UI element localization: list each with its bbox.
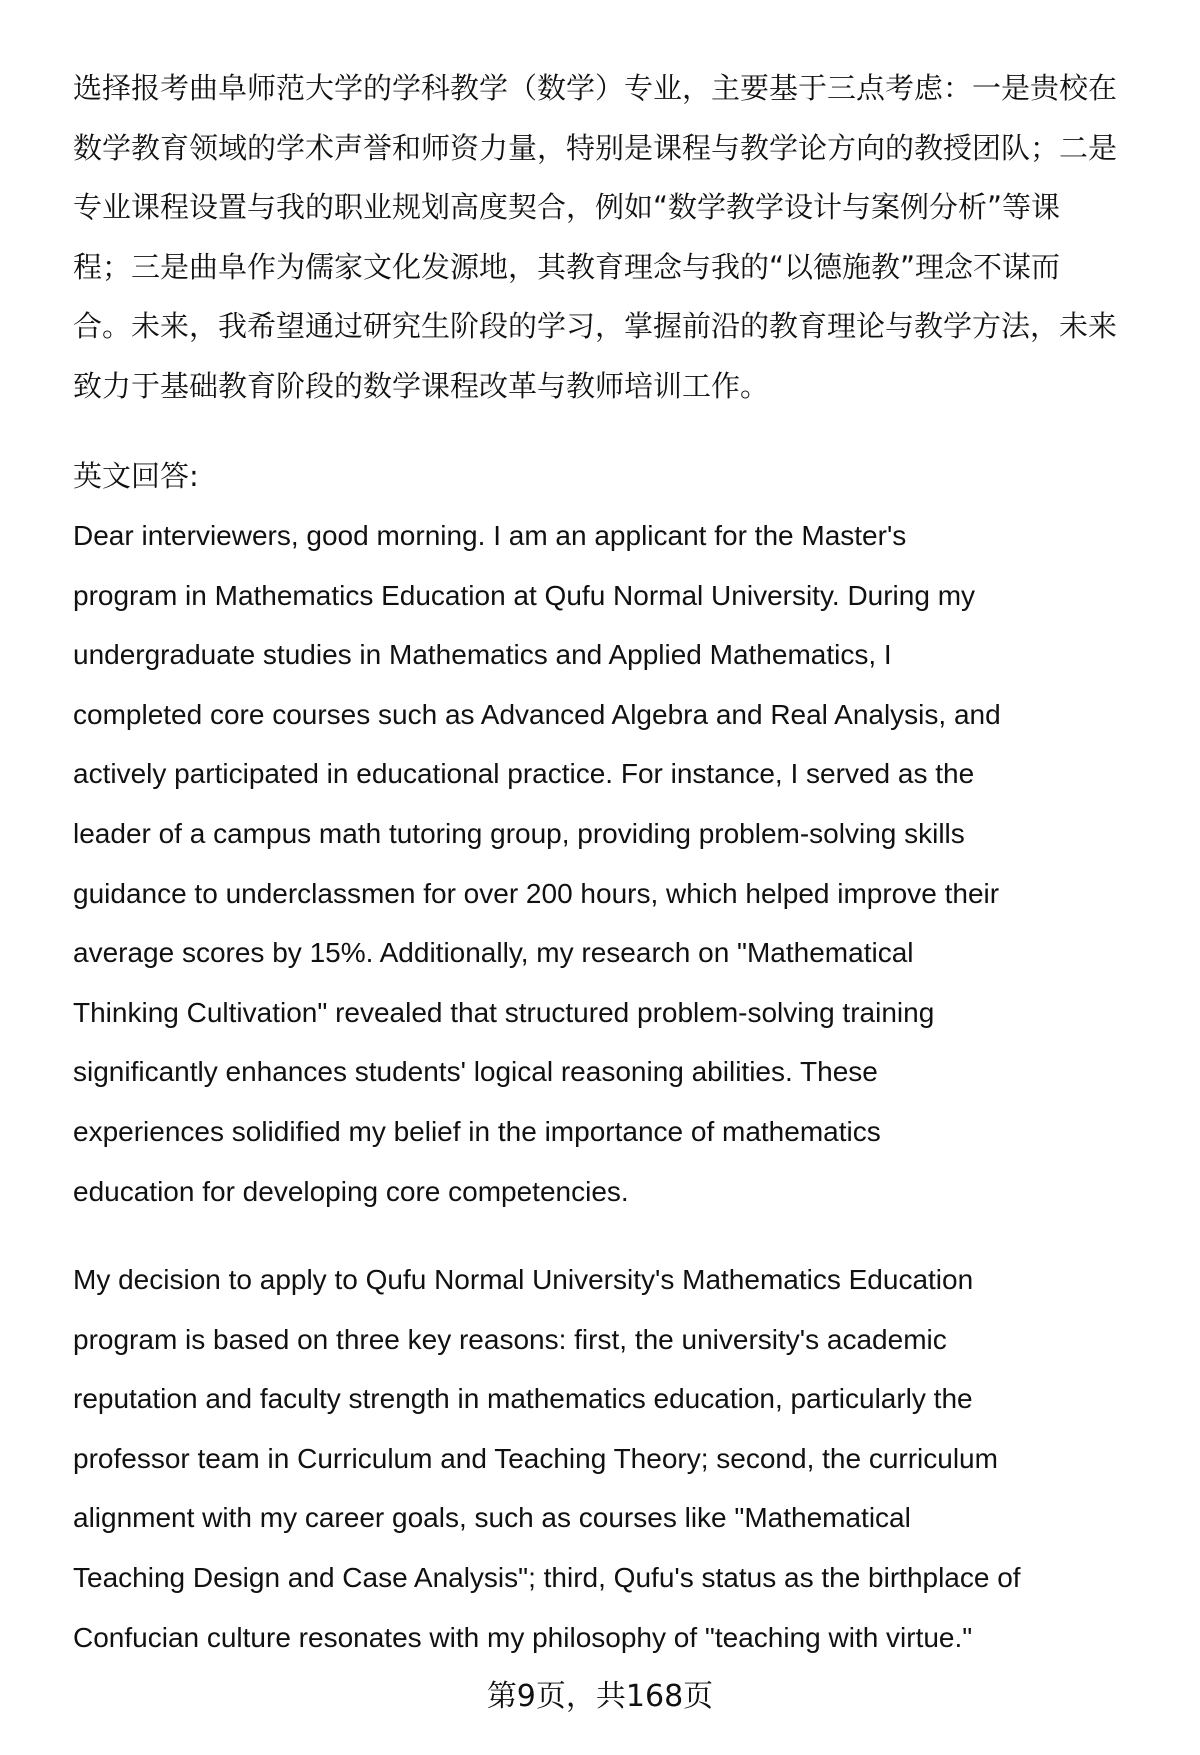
text-line: completed core courses such as Advanced Algebra and Real Analysis, and: [73, 698, 1001, 730]
text-line: Teaching Design and Case Analysis"; third, Qufu's status as the birthplace of: [73, 1561, 1021, 1593]
text-line: average scores by 15%. Additionally, my research on "Mathematical: [73, 937, 914, 969]
text-line: Dear interviewers, good morning. I am an applicant for the Master's: [73, 520, 907, 551]
english-answer-heading: [73, 447, 199, 507]
text-line: Thinking Cultivation" revealed that structured problem-solving training: [73, 996, 935, 1028]
text-line: undergraduate studies in Mathematics and Applied Mathematics, I: [73, 639, 892, 671]
text-line: leader of a campus math tutoring group, providing problem-solving skills: [73, 817, 965, 849]
text-line: professor team in Curriculum and Teaching Theory; second, the curriculum: [73, 1442, 998, 1474]
text-line: actively participated in educational practice. For instance, I served as the: [73, 758, 975, 790]
text-line: reputation and faculty strength in mathematics education, particularly the: [73, 1383, 973, 1415]
text-line: 程；三是曲阜作为儒家文化发源地，其教育理念与我的“以德施教”理念不谋而: [73, 249, 1061, 284]
text-line: program is based on three key reasons: first, the university's academic: [73, 1323, 947, 1355]
text-line: 选择报考曲阜师范大学的学科教学（数学）专业，主要基于三点考虑：一是贵校在: [73, 71, 1118, 105]
text-line: 致力于基础教育阶段的数学课程改革与教师培训工作。: [73, 368, 770, 403]
text-line: program in Mathematics Education at Qufu Normal University. During my: [73, 579, 976, 611]
text-line: 数学教育领域的学术声誉和师资力量，特别是课程与教学论方向的教授团队；二是: [73, 130, 1118, 165]
text-line: guidance to underclassmen for over 200 hours, which helped improve their: [73, 877, 1000, 909]
text-line: alignment with my career goals, such as courses like "Mathematical: [73, 1502, 911, 1534]
text-line: education for developing core competencies.: [73, 1175, 629, 1207]
text-line: significantly enhances students' logical reasoning abilities. These: [73, 1056, 878, 1088]
text-line: My decision to apply to Qufu Normal University's Mathematics Education: [73, 1264, 974, 1295]
text-line: experiences solidified my belief in the importance of mathematics: [73, 1115, 881, 1147]
page-number-footer: 第9页，共168页: [486, 1679, 714, 1714]
english-answer-paragraph-1: [73, 506, 1001, 1221]
text-line: 合。未来，我希望通过研究生阶段的学习，掌握前沿的教育理论与教学方法，未来: [73, 309, 1118, 344]
heading-text: 英文回答:: [73, 459, 199, 493]
text-line: 专业课程设置与我的职业规划高度契合，例如“数学教学设计与案例分析”等课: [73, 190, 1061, 225]
chinese-answer-paragraph: [73, 59, 1117, 417]
english-answer-paragraph-2: [73, 1250, 1021, 1667]
text-line: Confucian culture resonates with my philosophy of "teaching with virtue.": [73, 1621, 973, 1653]
